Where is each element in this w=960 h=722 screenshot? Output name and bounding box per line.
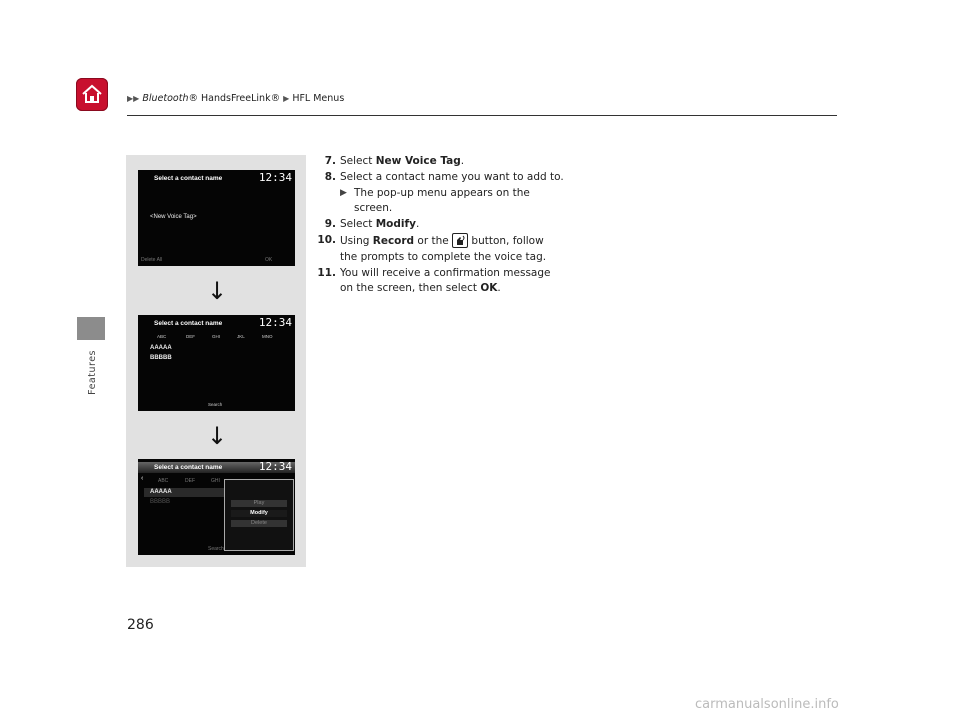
- screen-contact-popup: [138, 459, 295, 555]
- step-text: button, follow: [468, 234, 544, 247]
- contact-item[interactable]: AAAAA: [150, 489, 172, 495]
- ok-button[interactable]: OK: [265, 257, 273, 263]
- new-voice-tag-item[interactable]: <New Voice Tag>: [150, 214, 197, 220]
- screen-clock: 12:34: [258, 460, 292, 473]
- step-text: Using: [340, 234, 373, 247]
- instruction-steps: [310, 154, 580, 297]
- breadcrumb-arrow-icon: ▶▶: [127, 94, 140, 103]
- result-arrow-icon: ▶: [340, 187, 347, 198]
- step-text: screen.: [354, 202, 393, 215]
- contact-item[interactable]: BBBBB: [150, 355, 172, 361]
- breadcrumb-arrow-icon: ▶: [283, 94, 290, 103]
- search-button[interactable]: Search: [208, 546, 224, 552]
- arrow-down-icon: ↓: [207, 422, 228, 450]
- screen-title: Select a contact name: [154, 175, 223, 182]
- step-text: or the: [414, 234, 453, 247]
- tab-ghi[interactable]: GHI: [212, 334, 221, 339]
- screen-new-voice-tag: [138, 170, 295, 266]
- popup-menu: [224, 479, 294, 551]
- section-label: Features: [87, 350, 98, 395]
- search-button[interactable]: Search: [208, 402, 223, 407]
- screen-title: Select a contact name: [154, 464, 223, 471]
- step-number: 7.: [324, 155, 336, 167]
- step-8-result-cont: [310, 201, 580, 217]
- delete-all-button[interactable]: Delete All: [141, 257, 163, 263]
- step-number: 10.: [317, 233, 336, 246]
- step-text: You will receive a confirmation message: [340, 266, 551, 279]
- step-10: [310, 233, 580, 250]
- breadcrumb-hfl-menus[interactable]: HFL Menus: [292, 93, 345, 104]
- modify-menu-item[interactable]: Modify: [231, 510, 287, 517]
- tab-mno[interactable]: MNO: [262, 334, 273, 339]
- screen-contact-list: [138, 315, 295, 411]
- step-11-cont: [310, 281, 580, 297]
- delete-menu-item[interactable]: Delete: [231, 520, 287, 527]
- home-icon[interactable]: [76, 78, 108, 111]
- screen-clock: 12:34: [258, 171, 292, 184]
- contact-item[interactable]: AAAAA: [150, 345, 172, 351]
- breadcrumb-handsfreelink[interactable]: HandsFreeLink®: [201, 93, 281, 104]
- back-chevron-icon[interactable]: ‹: [141, 475, 144, 482]
- step-7: [310, 154, 580, 170]
- step-text: The pop-up menu appears on the: [354, 186, 530, 199]
- breadcrumb-bluetooth[interactable]: Bluetooth: [142, 93, 189, 104]
- tab-def[interactable]: DEF: [185, 478, 195, 484]
- step-number: 8.: [324, 170, 336, 183]
- step-11: [310, 266, 580, 282]
- modify-label: Modify: [375, 218, 416, 231]
- step-text: .: [460, 155, 465, 167]
- step-text: Select a contact name you want to add to.: [340, 170, 564, 183]
- step-text: .: [497, 282, 501, 295]
- registered-mark: ®: [188, 93, 198, 104]
- new-voice-tag-label: New Voice Tag: [375, 155, 461, 167]
- tab-ghi[interactable]: GHI: [211, 478, 220, 484]
- step-text: .: [415, 218, 420, 231]
- step-number: 9.: [324, 218, 336, 231]
- step-text: on the screen, then select: [340, 282, 481, 295]
- tab-jkl[interactable]: JKL: [237, 334, 245, 339]
- arrow-down-icon: ↓: [207, 277, 228, 305]
- header-rule: [127, 115, 837, 116]
- record-label: Record: [372, 234, 415, 247]
- ok-label: OK: [480, 282, 498, 295]
- tab-abc[interactable]: ABC: [158, 478, 169, 484]
- step-9: [310, 217, 580, 233]
- step-10-cont: [310, 250, 580, 266]
- screen-title: Select a contact name: [154, 320, 223, 327]
- step-text: Select: [340, 218, 376, 231]
- breadcrumb: [127, 93, 344, 104]
- step-8-result: [310, 186, 580, 202]
- step-8: [310, 170, 580, 186]
- step-number: 11.: [317, 266, 336, 279]
- step-text: the prompts to complete the voice tag.: [340, 250, 547, 263]
- contact-item[interactable]: BBBBB: [150, 499, 171, 505]
- section-tab[interactable]: [77, 317, 105, 340]
- play-menu-item[interactable]: Play: [231, 500, 287, 507]
- tab-abc[interactable]: ABC: [157, 334, 167, 339]
- talk-button-icon: [452, 233, 468, 248]
- tab-def[interactable]: DEF: [186, 334, 195, 339]
- watermark[interactable]: carmanualsonline.info: [695, 697, 839, 712]
- step-text: Select: [340, 155, 376, 167]
- page-number: 286: [127, 617, 154, 633]
- screen-clock: 12:34: [258, 316, 292, 329]
